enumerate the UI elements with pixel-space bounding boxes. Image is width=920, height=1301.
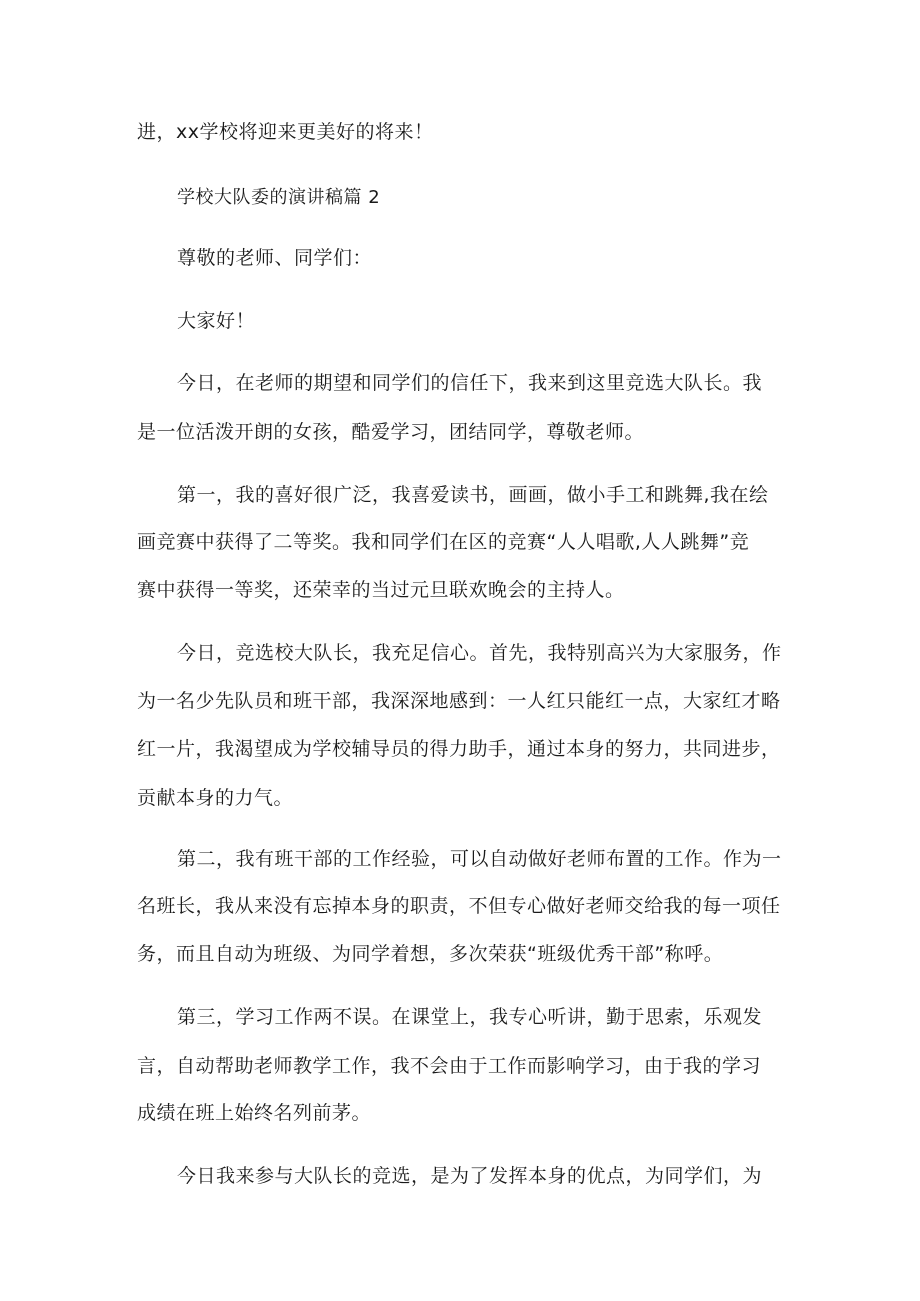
text-line: 务，而且自动为班级、为同学着想，多次荣获“班级优秀干部”称呼。 <box>137 943 724 965</box>
text-line: 名班长，我从来没有忘掉本身的职责，不但专心做好老师交给我的每一项任 <box>137 895 781 917</box>
text-line: 第二，我有班干部的工作经验，可以自动做好老师布置的工作。作为一 <box>177 848 782 870</box>
text-line: 第一，我的喜好很广泛，我喜爱读书，画画，做小手工和跳舞,我在绘 <box>177 484 769 506</box>
text-line: 成绩在班上始终名列前茅。 <box>137 1102 372 1124</box>
text-line: 进，xx学校将迎来更美好的将来！ <box>137 121 434 143</box>
text-line: 今日，在老师的期望和同学们的信任下，我来到这里竞选大队长。我 <box>177 372 763 394</box>
text-line: 今日，竞选校大队长，我充足信心。首先，我特别高兴为大家服务，作 <box>177 642 782 664</box>
text-line: 为一名少先队员和班干部，我深深地感到：一人红只能红一点，大家红才略 <box>137 690 781 712</box>
text-line: 赛中获得一等奖，还荣幸的当过元旦联欢晚会的主持人。 <box>137 579 625 601</box>
text-line: 是一位活泼开朗的女孩，酷爱学习，团结同学，尊敬老师。 <box>137 421 645 443</box>
text-line: 言，自动帮助老师教学工作，我不会由于工作而影响学习，由于我的学习 <box>137 1055 762 1077</box>
greeting: 大家好！ <box>177 310 256 332</box>
text-line: 今日我来参与大队长的竞选，是为了发挥本身的优点，为同学们，为 <box>177 1165 763 1187</box>
text-line: 画竞赛中获得了二等奖。我和同学们在区的竞赛“人人唱歌,人人跳舞”竞 <box>137 531 750 553</box>
text-line: 第三，学习工作两不误。在课堂上，我专心听讲，勤于思索，乐观发 <box>177 1006 763 1028</box>
salutation: 尊敬的老师、同学们： <box>177 247 373 269</box>
text-line: 贡献本身的力气。 <box>137 787 294 809</box>
text-line: 红一片，我渴望成为学校辅导员的得力助手，通过本身的努力，共同进步， <box>137 738 781 760</box>
section-title: 学校大队委的演讲稿篇 2 <box>177 187 381 208</box>
